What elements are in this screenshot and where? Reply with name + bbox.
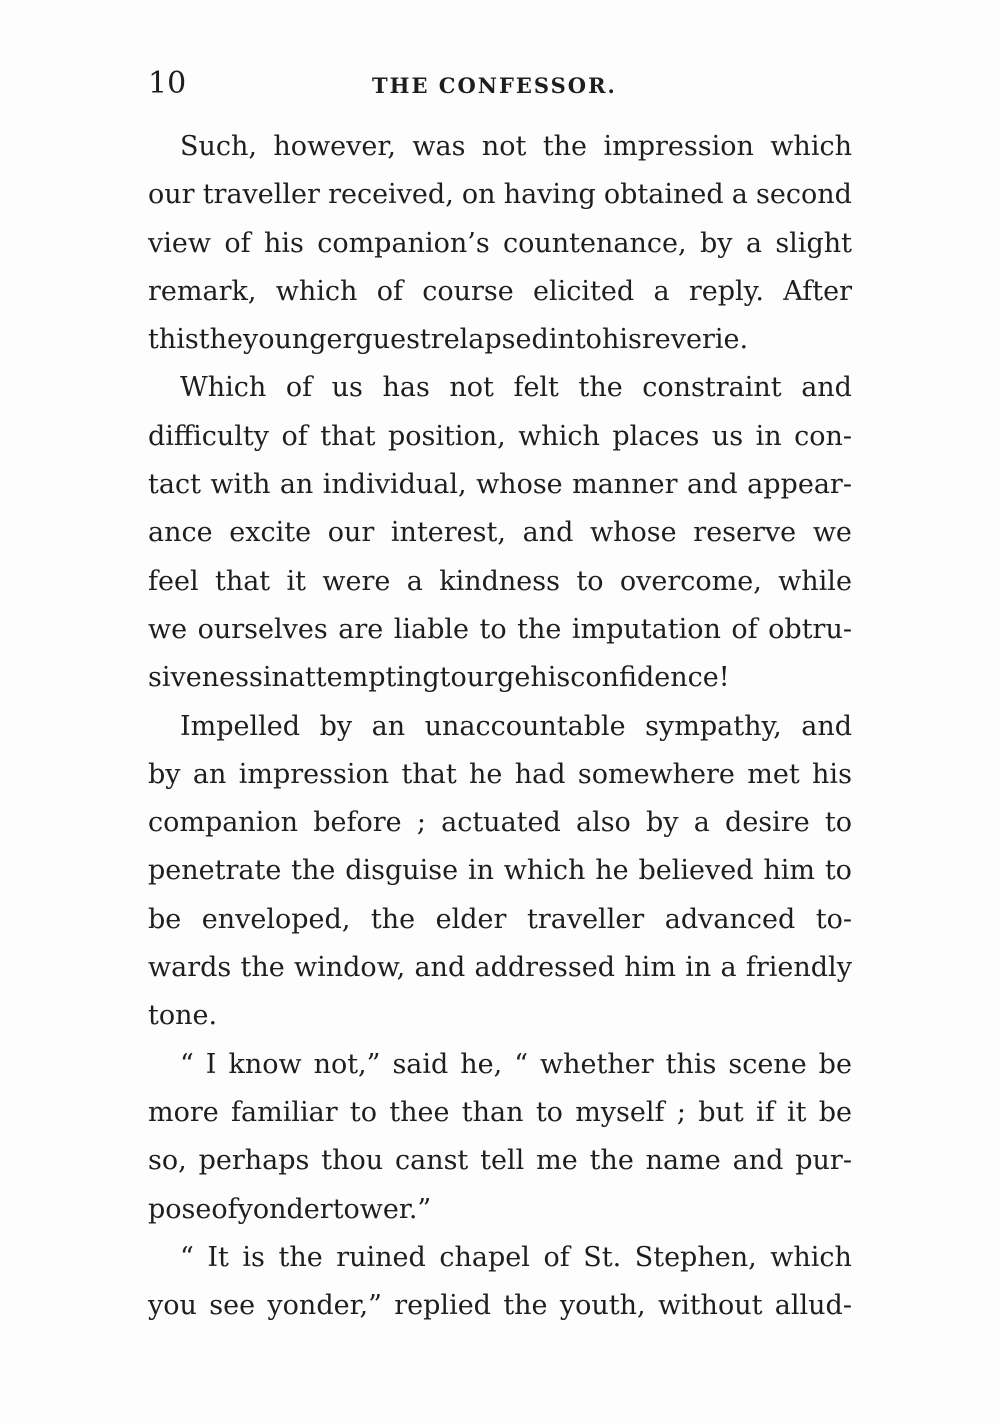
text-line <box>148 1286 852 1334</box>
word: individual, <box>322 469 467 501</box>
word: an <box>371 710 406 742</box>
word: in <box>685 952 712 984</box>
word: to <box>824 807 852 839</box>
word: actuated <box>441 807 561 839</box>
word: having <box>503 179 596 211</box>
word: After <box>783 275 852 307</box>
word: than <box>461 1096 524 1128</box>
word: yonder,” <box>267 1290 382 1322</box>
word: tell <box>480 1145 525 1177</box>
word: impression <box>603 131 754 162</box>
word: to <box>479 613 507 645</box>
word: our <box>148 179 195 211</box>
word: and <box>414 952 466 984</box>
word: remark, <box>148 275 257 307</box>
word: was <box>412 131 466 162</box>
word: felt <box>513 372 559 404</box>
word: canst <box>394 1145 469 1177</box>
word: that <box>401 758 457 790</box>
word: he <box>469 758 503 790</box>
word: is <box>242 1241 265 1273</box>
word: pur- <box>795 1145 852 1177</box>
word: which <box>503 855 586 887</box>
word: on <box>461 179 496 211</box>
word: to <box>439 662 467 694</box>
text-line <box>148 1190 852 1238</box>
word: without <box>657 1290 763 1322</box>
word: excite <box>229 517 312 549</box>
word: in <box>467 855 494 887</box>
word: replied <box>394 1290 491 1322</box>
word: desire <box>725 807 810 839</box>
word: us <box>331 372 363 404</box>
word: however, <box>273 131 396 162</box>
word: also <box>575 807 631 839</box>
text-line <box>148 368 852 416</box>
word: relapsed <box>430 324 549 356</box>
word: disguise <box>345 855 459 887</box>
text-line <box>148 1238 852 1286</box>
word: you <box>148 1290 197 1322</box>
word: with <box>210 469 271 501</box>
word: his <box>263 227 304 259</box>
text-line <box>148 513 852 561</box>
running-title: THE CONFESSOR. <box>372 73 617 98</box>
word: slight <box>775 227 852 259</box>
page-number: 10 <box>148 66 187 101</box>
text-line <box>148 803 852 851</box>
word: It <box>207 1241 229 1273</box>
word: and <box>801 372 852 404</box>
word: of <box>285 372 313 404</box>
word: elicited <box>533 275 635 307</box>
word: interest, <box>390 517 506 549</box>
word: tact <box>148 469 201 501</box>
word: an <box>279 469 314 501</box>
word: he, <box>460 1048 503 1080</box>
word: it <box>286 565 307 597</box>
word: the <box>503 1290 548 1322</box>
text-line <box>148 272 852 320</box>
word: a <box>720 952 737 984</box>
word: familiar <box>231 1096 338 1128</box>
word: has <box>382 372 430 404</box>
word: confidence <box>570 662 719 694</box>
word: course <box>422 275 514 307</box>
text-line <box>148 127 852 175</box>
word: and <box>801 710 852 742</box>
word: of <box>224 227 251 259</box>
word: constraint <box>642 372 782 404</box>
word: pose <box>148 1193 212 1225</box>
word: that <box>320 420 376 452</box>
word: difficulty <box>148 420 269 452</box>
word: a <box>693 807 710 839</box>
word: thee <box>389 1096 450 1128</box>
word: name <box>645 1145 721 1177</box>
word: his <box>812 758 852 790</box>
word: traveller <box>526 903 645 935</box>
word: Which <box>180 372 267 404</box>
word: while <box>778 565 852 597</box>
word: companion <box>148 807 299 839</box>
word: an <box>192 758 227 790</box>
word: window, <box>294 952 406 984</box>
word: believed <box>638 855 754 887</box>
word: wards <box>148 952 232 984</box>
text-line <box>148 320 852 368</box>
word: the <box>198 324 243 356</box>
text-line <box>148 948 852 996</box>
word: friendly <box>745 952 852 984</box>
word: attempting <box>288 662 440 694</box>
word: this <box>665 1048 717 1080</box>
word: whose <box>476 469 563 501</box>
word: Stephen, <box>634 1241 757 1273</box>
word: traveller <box>202 179 320 211</box>
word: whose <box>590 517 677 549</box>
word: of <box>543 1241 570 1273</box>
word: but <box>698 1096 744 1128</box>
word: sympathy, <box>645 710 782 742</box>
word: con- <box>794 420 852 452</box>
word: into <box>548 324 602 356</box>
word: received, <box>328 179 454 211</box>
word: him <box>624 952 676 984</box>
word: of <box>211 1193 238 1225</box>
word: to <box>576 565 604 597</box>
word: were <box>322 565 391 597</box>
word: “ <box>514 1048 529 1080</box>
word: reverie. <box>641 324 749 356</box>
word: the <box>589 1145 634 1177</box>
word: know <box>228 1048 302 1080</box>
word: a <box>406 565 423 597</box>
word: myself <box>575 1096 665 1128</box>
word: his <box>530 662 571 694</box>
word: manner <box>572 469 678 501</box>
word: of <box>376 275 403 307</box>
word: penetrate <box>148 855 282 887</box>
text-line <box>148 465 852 513</box>
word: tower.” <box>332 1193 432 1225</box>
word: not,” <box>313 1048 381 1080</box>
word: reserve <box>693 517 797 549</box>
word: obtained <box>603 179 724 211</box>
word: be <box>818 1096 852 1128</box>
word: Such, <box>180 131 257 162</box>
text-line <box>148 851 852 899</box>
word: so, <box>148 1145 187 1177</box>
word: to <box>535 1096 563 1128</box>
word: liable <box>393 613 469 645</box>
word: perhaps <box>198 1145 310 1177</box>
word: appear- <box>747 469 852 501</box>
word: of <box>281 420 308 452</box>
word: second <box>756 179 852 211</box>
word: kindness <box>439 565 560 597</box>
word: addressed <box>474 952 616 984</box>
word: this <box>148 324 199 356</box>
word: “ <box>180 1241 194 1273</box>
text-line <box>148 755 852 803</box>
word: younger <box>242 324 356 356</box>
word: ; <box>676 1096 686 1128</box>
word: impression <box>238 758 390 790</box>
word: by <box>699 227 733 259</box>
text-line <box>148 658 852 706</box>
word: to <box>824 855 852 887</box>
word: view <box>148 227 211 259</box>
word: it <box>786 1096 807 1128</box>
text-line <box>148 1093 852 1141</box>
word: him <box>763 855 815 887</box>
word: a <box>745 227 762 259</box>
word: companion’s <box>317 227 490 259</box>
text-line <box>148 175 852 223</box>
word: see <box>209 1290 256 1322</box>
word: he <box>595 855 629 887</box>
word: said <box>392 1048 449 1080</box>
word: we <box>148 613 188 645</box>
word: youth, <box>559 1290 646 1322</box>
word: reply. <box>688 275 764 307</box>
word: by <box>148 758 181 790</box>
word: that <box>214 565 271 597</box>
word: St. <box>583 1241 622 1273</box>
word: elder <box>435 903 507 935</box>
word: us <box>711 420 744 452</box>
word: which <box>275 275 358 307</box>
text-line <box>148 1045 852 1093</box>
word: ; <box>416 807 426 839</box>
word: whether <box>540 1048 654 1080</box>
word: we <box>812 517 852 549</box>
word: somewhere <box>577 758 735 790</box>
word: and <box>522 517 574 549</box>
word: imputation <box>571 613 721 645</box>
word: to <box>349 1096 378 1128</box>
word: before <box>313 807 402 839</box>
word: our <box>327 517 375 549</box>
word: the <box>370 903 416 935</box>
word: by <box>646 807 679 839</box>
word: overcome, <box>619 565 762 597</box>
word: unaccountable <box>424 710 626 742</box>
word: position, <box>387 420 506 452</box>
word: by <box>319 710 353 742</box>
word: ! <box>718 662 730 694</box>
word: if <box>756 1096 775 1128</box>
body-text <box>148 127 852 1334</box>
word: of <box>731 613 758 645</box>
word: tone. <box>148 1000 218 1032</box>
word: me <box>536 1145 578 1177</box>
word: the <box>291 855 336 887</box>
word: feel <box>148 565 199 597</box>
text-line <box>148 1141 852 1189</box>
word: scene <box>728 1048 807 1080</box>
text-line <box>148 417 852 465</box>
word: Impelled <box>180 710 301 742</box>
word: are <box>338 613 384 645</box>
word: had <box>514 758 566 790</box>
text-line <box>148 610 852 658</box>
word: a <box>653 275 670 307</box>
word: to- <box>815 903 852 935</box>
word: and <box>732 1145 784 1177</box>
text-line <box>148 900 852 948</box>
word: the <box>578 372 623 404</box>
word: in <box>755 420 782 452</box>
word: guest <box>355 324 431 356</box>
word: his <box>601 324 642 356</box>
word: chapel <box>439 1241 530 1273</box>
word: siveness <box>148 662 263 694</box>
word: ruined <box>336 1241 426 1273</box>
word: be <box>148 903 182 935</box>
word: the <box>278 1241 323 1273</box>
word: places <box>612 420 700 452</box>
word: which <box>770 131 852 162</box>
word: I <box>205 1048 217 1080</box>
word: which <box>518 420 600 452</box>
word: which <box>770 1241 852 1273</box>
word: and <box>686 469 738 501</box>
text-line <box>148 996 852 1044</box>
word: not <box>449 372 494 404</box>
word: urge <box>466 662 531 694</box>
word: not <box>481 131 527 162</box>
word: more <box>148 1096 219 1128</box>
text-line <box>148 224 852 272</box>
word: the <box>517 613 562 645</box>
word: be <box>818 1048 852 1080</box>
word: the <box>542 131 588 162</box>
word: a <box>731 179 748 211</box>
word: enveloped, <box>201 903 351 935</box>
word: thou <box>321 1145 384 1177</box>
word: in <box>262 662 289 694</box>
word: allud- <box>774 1290 852 1322</box>
word: advanced <box>664 903 796 935</box>
text-line <box>148 562 852 610</box>
word: “ <box>180 1048 194 1080</box>
word: met <box>747 758 800 790</box>
word: countenance, <box>503 227 687 259</box>
word: the <box>240 952 285 984</box>
word: ance <box>148 517 213 549</box>
word: obtru- <box>768 613 852 645</box>
text-line <box>148 707 852 755</box>
word: ourselves <box>197 613 328 645</box>
word: yonder <box>237 1193 333 1225</box>
